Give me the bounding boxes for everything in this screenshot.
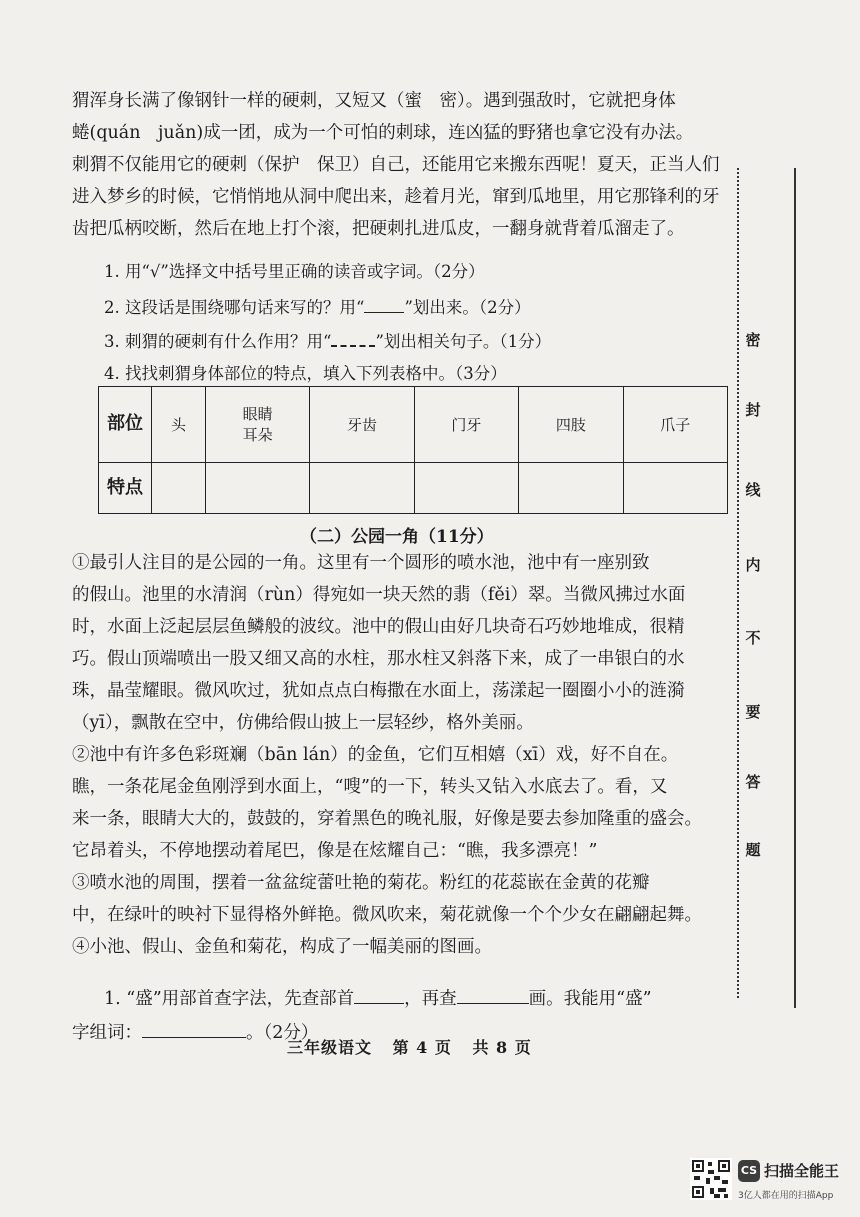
body-parts-table bbox=[98, 386, 728, 514]
table-row bbox=[99, 462, 728, 513]
passage-line: 时，水面上泛起层层鱼鳞般的波纹。池中的假山由好几块奇石巧妙地堆成，很精 bbox=[72, 617, 685, 637]
wavy-line-mark bbox=[331, 345, 375, 347]
answer-cell[interactable] bbox=[310, 462, 414, 513]
binding-char: 内 bbox=[741, 555, 765, 575]
table-header-cell: 四肢 bbox=[519, 387, 623, 463]
page-right-border bbox=[794, 168, 796, 1008]
question-text: 画。我能用“盛” bbox=[528, 989, 652, 1009]
passage-line: 猬浑身长满了像钢针一样的硬刺，又短又（蜜 密）。遇到强敌时，它就把身体 bbox=[72, 91, 676, 111]
passage-line: 中，在绿叶的映衬下显得格外鲜艳。微风吹来，菊花就像一个个少女在翩翩起舞。 bbox=[72, 905, 702, 925]
question-3 bbox=[104, 326, 744, 357]
subject-label: 三年级语文 bbox=[287, 1038, 373, 1057]
question-2-text-b: ”划出来。（2分） bbox=[404, 298, 531, 317]
answer-blank[interactable] bbox=[457, 1003, 529, 1004]
binding-char: 封 bbox=[741, 400, 765, 420]
passage-line: 巧。假山顶端喷出一股又细又高的水柱，那水柱又斜落下来，成了一串银白的水 bbox=[72, 649, 685, 669]
table-header-cell: 门牙 bbox=[414, 387, 518, 463]
passage-line: 的假山。池里的水清润（rùn）得宛如一块天然的翡（fěi）翠。当微风拂过水面 bbox=[72, 585, 686, 605]
passage-line: ②池中有许多色彩斑斓（bān lán）的金鱼，它们互相嬉（xī）戏，好不自在。 bbox=[72, 745, 679, 765]
scanner-logo-icon: CS bbox=[738, 1160, 760, 1182]
answer-cell[interactable] bbox=[414, 462, 518, 513]
answer-cell[interactable] bbox=[205, 462, 309, 513]
question-4: 4. 找找刺猬身体部位的特点，填入下列表格中。（3分） bbox=[104, 364, 507, 383]
question-text: 。（2分） bbox=[246, 1023, 319, 1043]
passage-line: 来一条，眼睛大大的，鼓鼓的，穿着黑色的晚礼服，好像是要去参加隆重的盛会。 bbox=[72, 809, 702, 829]
binding-char: 题 bbox=[741, 840, 765, 860]
question-text: 字组词： bbox=[72, 1023, 142, 1043]
page-footer bbox=[287, 1035, 532, 1058]
scanner-app-name: 扫描全能王 bbox=[764, 1162, 840, 1180]
table-header-cell: 眼睛 耳朵 bbox=[205, 387, 309, 463]
passage-line: 瞧，一条花尾金鱼刚浮到水面上，“嗖”的一下，转头又钻入水底去了。看，又 bbox=[72, 777, 668, 797]
answer-cell[interactable] bbox=[152, 462, 206, 513]
question-3-text-a: 3. 刺猬的硬刺有什么作用？用“ bbox=[104, 332, 332, 351]
table-header-cell: 牙齿 bbox=[310, 387, 414, 463]
binding-char: 要 bbox=[741, 702, 765, 722]
passage-line: 刺猬不仅能用它的硬刺（保护 保卫）自己，还能用它来搬东西呢！夏天，正当人们 bbox=[72, 155, 720, 175]
question-2-text-a: 2. 这段话是围绕哪句话来写的？用“ bbox=[104, 298, 365, 317]
binding-dotted-line bbox=[737, 168, 739, 998]
binding-char: 不 bbox=[741, 628, 765, 648]
page-number: 第 4 页 bbox=[392, 1038, 452, 1057]
row-header-features: 特点 bbox=[99, 462, 152, 513]
passage-line: （yī），飘散在空中，仿佛给假山披上一层轻纱，格外美丽。 bbox=[72, 713, 534, 733]
question-1: 1. 用“√”选择文中括号里正确的读音或字词。（2分） bbox=[104, 262, 485, 281]
passage-line: 进入梦乡的时候，它悄悄地从洞中爬出来，趁着月光，窜到瓜地里，用它那锋利的牙 bbox=[72, 187, 720, 207]
passage-line: 它昂着头，不停地摆动着尾巴，像是在炫耀自己：“瞧，我多漂亮！” bbox=[72, 841, 598, 861]
passage-line: ④小池、假山、金鱼和菊花，构成了一幅美丽的图画。 bbox=[72, 937, 492, 957]
answer-cell[interactable] bbox=[623, 462, 727, 513]
table-row bbox=[99, 387, 728, 463]
table-header-cell: 头 bbox=[152, 387, 206, 463]
passage-line: ①最引人注目的是公园的一角。这里有一个圆形的喷水池，池中有一座别致 bbox=[72, 553, 650, 573]
answer-blank[interactable] bbox=[142, 1037, 246, 1038]
section-title: （二）公园一角（11分） bbox=[300, 527, 494, 547]
question-2 bbox=[104, 292, 744, 323]
qr-code-icon bbox=[690, 1158, 732, 1200]
binding-char: 密 bbox=[741, 330, 765, 350]
answer-blank[interactable] bbox=[354, 1003, 404, 1004]
binding-char: 线 bbox=[741, 480, 765, 500]
passage-line: 珠，晶莹耀眼。微风吹过，犹如点点白梅撒在水面上，荡漾起一圈圈小小的涟漪 bbox=[72, 681, 685, 701]
passage-line: 蜷(quán juǎn)成一团，成为一个可怕的刺球，连凶猛的野猪也拿它没有办法。 bbox=[72, 123, 694, 143]
question-text: 1. “盛”用部首查字法，先查部首 bbox=[104, 989, 355, 1009]
question-3-text-b: ”划出相关句子。（1分） bbox=[375, 332, 552, 351]
page-total: 共 8 页 bbox=[472, 1038, 532, 1057]
passage-line: 齿把瓜柄咬断，然后在地上打个滚，把硬刺扎进瓜皮，一翻身就背着瓜溜走了。 bbox=[72, 219, 685, 239]
row-header-parts: 部位 bbox=[99, 387, 152, 463]
scanner-tagline: 3亿人都在用的扫描App bbox=[738, 1191, 834, 1201]
straight-line-mark bbox=[364, 312, 404, 313]
binding-char: 答 bbox=[741, 772, 765, 792]
question-sheng bbox=[104, 984, 744, 1015]
table-header-cell: 爪子 bbox=[623, 387, 727, 463]
answer-cell[interactable] bbox=[519, 462, 623, 513]
passage-line: ③喷水池的周围，摆着一盆盆绽蕾吐艳的菊花。粉红的花蕊嵌在金黄的花瓣 bbox=[72, 873, 650, 893]
question-text: ，再查 bbox=[404, 989, 457, 1009]
